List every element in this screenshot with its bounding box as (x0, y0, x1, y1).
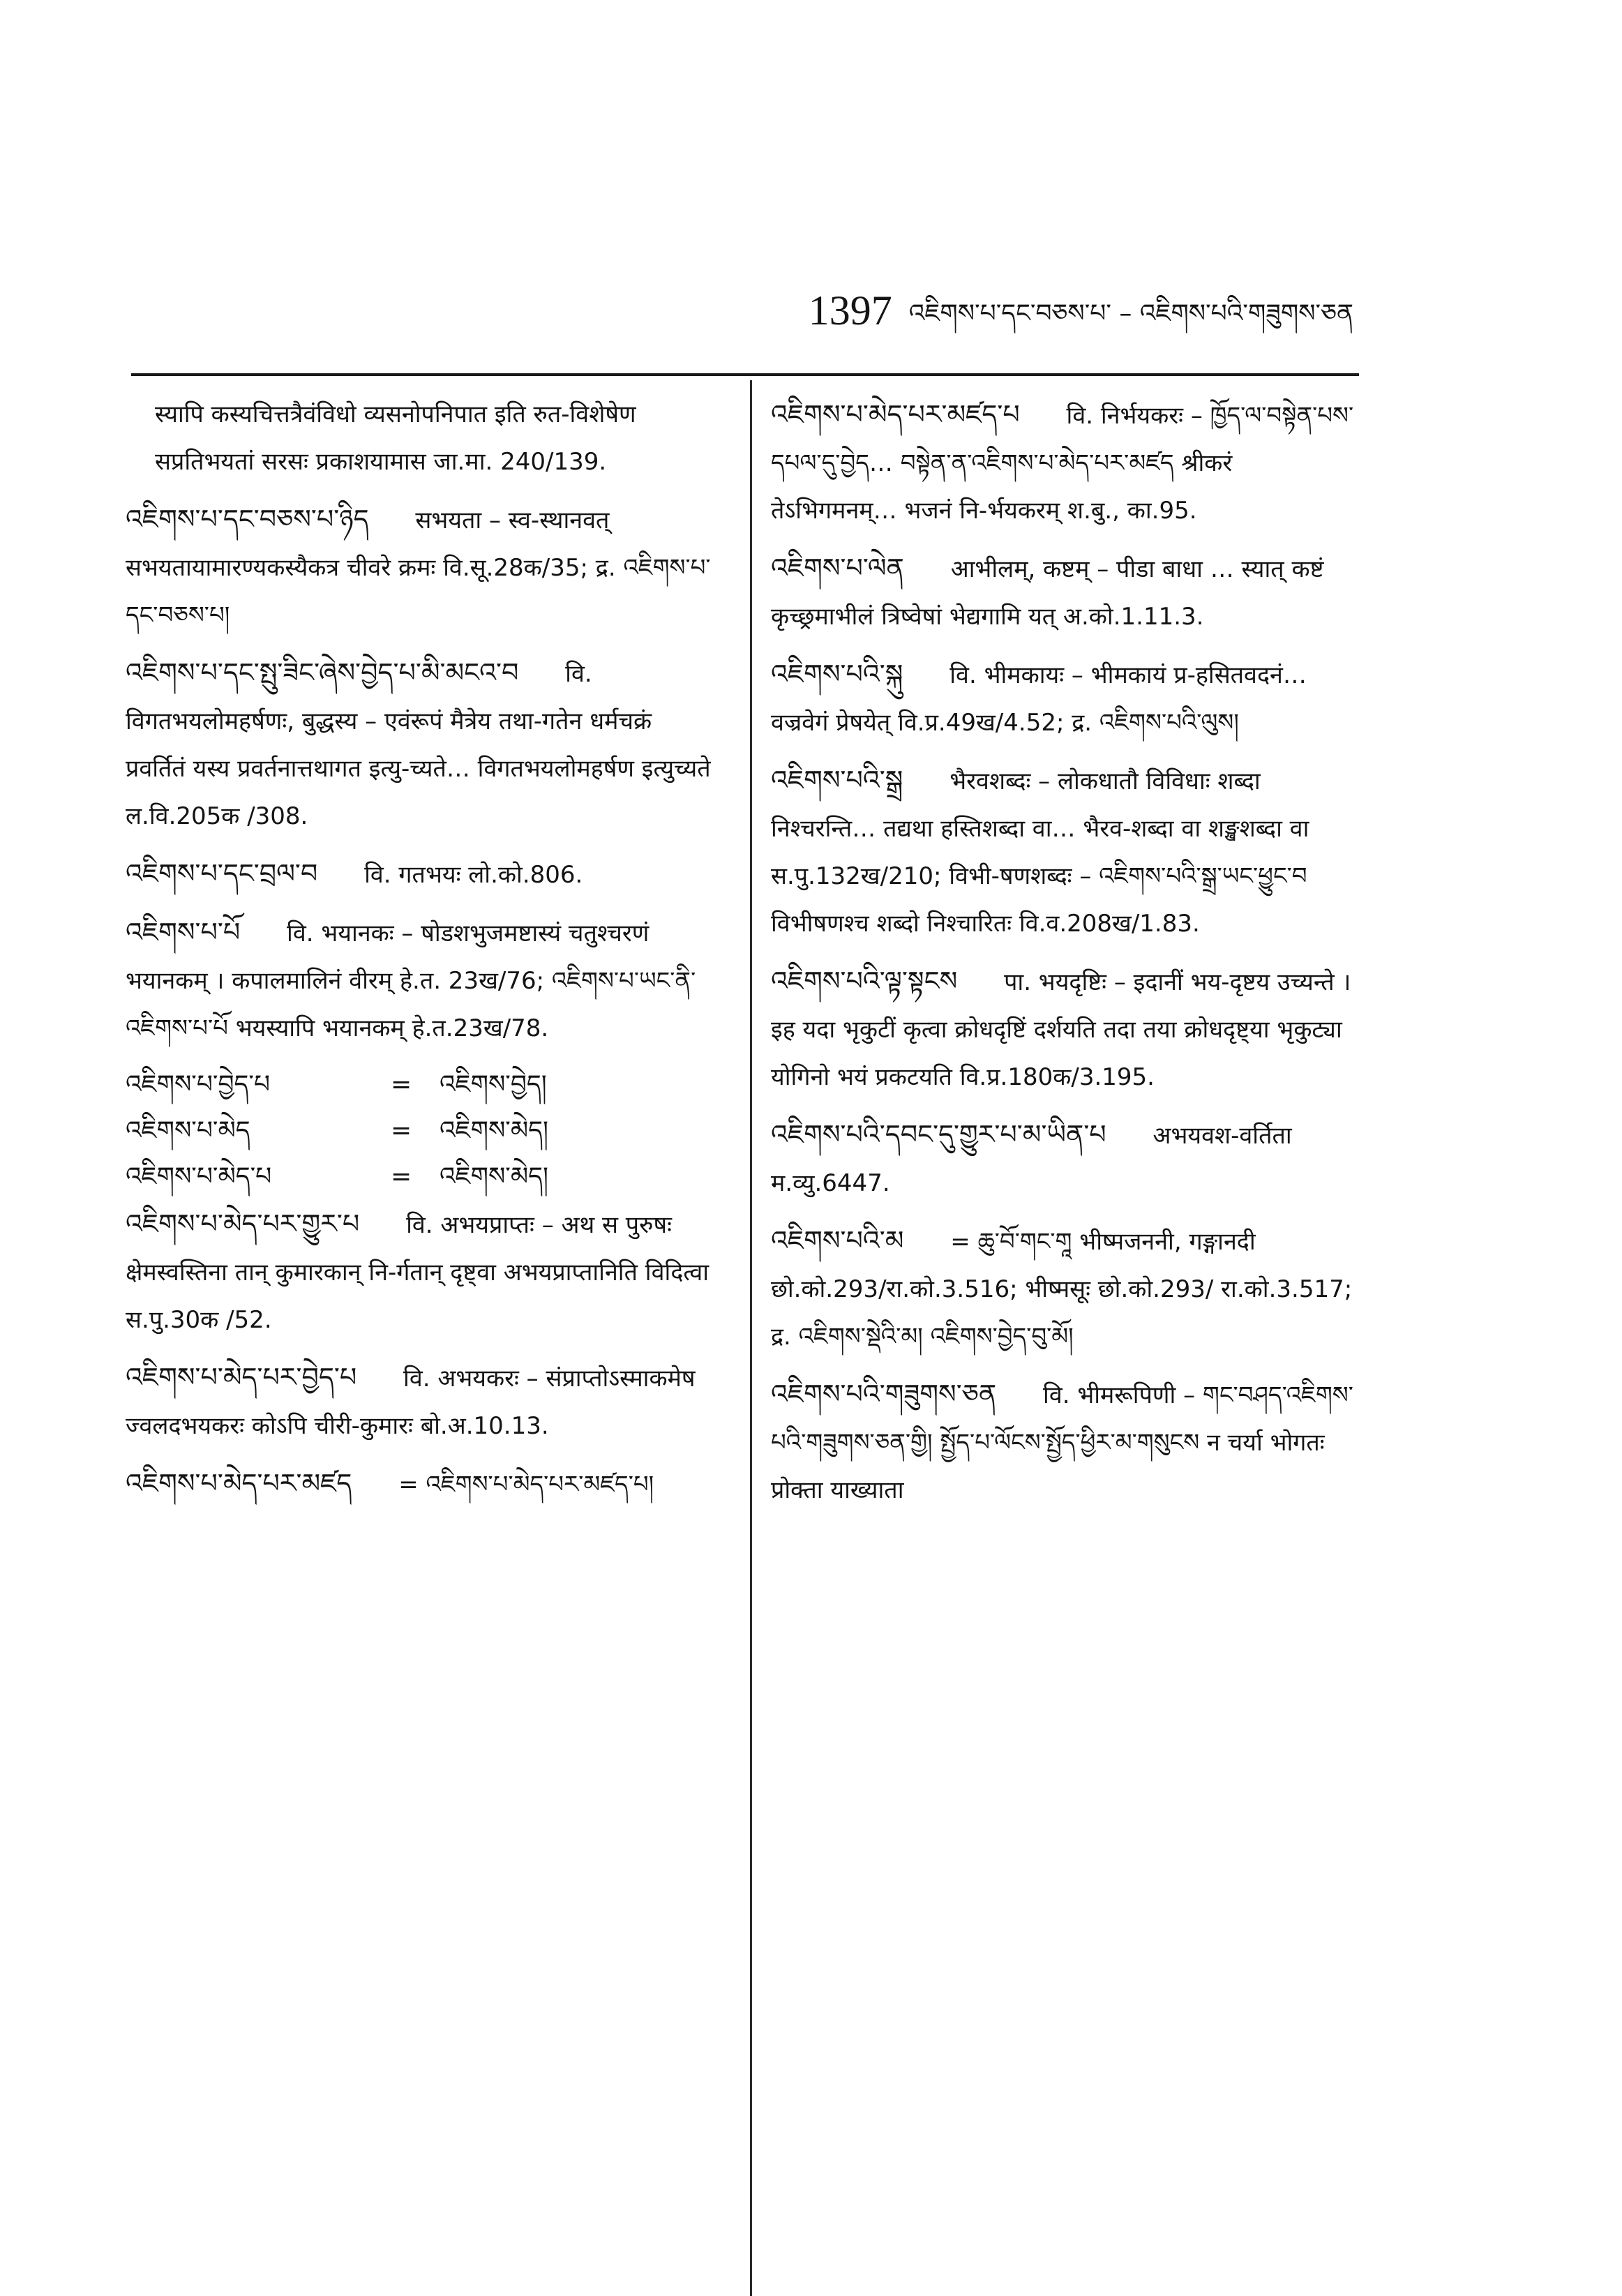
dictionary-entry (126, 1353, 719, 1450)
xref-target: འཇིགས་མེད། (440, 1116, 548, 1145)
dictionary-entry (126, 495, 719, 639)
entry-definition: वि. भयानकः – षोडशभुजमष्टास्यं चतुश्चरणं भयानकम् । कपालमालिनं वीरम् हे.त. 23ख/76; འཇིགས་པ་ཡང་ནི་འཇིགས་པ་པོ भयस्यापि भयानकम् हे.त.23ख/78. (126, 920, 696, 1042)
xref-entry (126, 1108, 719, 1154)
xref-headword: འཇིགས་པ་བྱེད་པ (126, 1070, 271, 1099)
xref-target: འཇིགས་བྱེད། (440, 1070, 547, 1099)
xref-entry (126, 1062, 719, 1108)
entry-definition: पा. भयदृष्टिः – इदानीं भय-दृष्टय उच्यन्ते । इह यदा भृकुटीं कृत्वा क्रोधदृष्टिं दर्शयति तदा तया क्रोधदृष्ट्या भृकुट्या योगिनो भयं प्रकटयति वि.प्र.180क/3.195. (771, 968, 1351, 1091)
entry-definition: वि. निर्भयकरः – ཁྱོད་ལ་བསྟེན་པས་དཔལ་དུ་བྱེད… བསྟེན་ན་འཇིགས་པ་མེད་པར་མཛད श्रीकरं तेऽभिगमनम्… भजनं नि-र्भयकरम् श.बु., का.95. (771, 402, 1354, 525)
dictionary-entry (771, 1370, 1364, 1514)
entry-headword: འཇིགས་པ་དང་སྤུ་ཟིང་ཞེས་བྱེད་པ་མི་མངའ་བ (126, 657, 519, 688)
entry-definition: भैरवशब्दः – लोकधातौ विविधाः शब्दा निश्चरन्ति… तद्यथा हस्तिशब्दा वा… भैरव-शब्दा वा शङ्खशब्दा वा स.पु.132ख/210; विभी-षणशब्दः – འཇིགས་པའི་སྒྲ་ཡང་ཕྱུང་བ विभीषणश्च शब्दो निश्चारितः वि.व.208ख/1.83. (771, 767, 1309, 938)
dictionary-entry (771, 1217, 1364, 1360)
page-header (809, 276, 1353, 331)
xref-entry (126, 1154, 719, 1200)
xref-equals: = (391, 1070, 412, 1099)
entry-definition: सभयता – स्व-स्थानवत् सभयतायामारण्यकस्यैकत्र चीवरे क्रमः वि.सू.28क/35; द्र. འཇིགས་པ་དང་བཅས་པ། (126, 507, 711, 629)
entry-definition: वि. अभयप्राप्तः – अथ स पुरुषः क्षेमस्वस्तिना तान् कुमारकान् नि-र्गतान् दृष्ट्वा अभयप्राप्तानिति विदित्वा स.पु.30क /52. (126, 1211, 709, 1334)
dictionary-entry (771, 1111, 1364, 1207)
dictionary-entry (771, 756, 1364, 947)
continuation-text: स्यापि कस्यचित्तत्रैवंविधो व्यसनोपनिपात इति रुत-विशेषेण सप्रतिभयतां सरसः प्रकाशयामास जा.मा. 240/139. (155, 400, 636, 476)
xref-headword: འཇིགས་པ་མེད (126, 1116, 250, 1145)
entry-definition: वि. भीमरूपिणी – གང་བཤད་འཇིགས་པའི་གཟུགས་ཅན་གྱི། སྤྱོད་པ་ལོངས་སྤྱོད་ཕྱིར་མ་གསུངས न चर्या भोगतः प्रोक्ता याख्याता (771, 1381, 1353, 1504)
entry-definition: वि. विगतभयलोमहर्षणः, बुद्धस्य – एवंरूपं मैत्रेय तथा-गतेन धर्मचक्रं प्रवर्तितं यस्य प्रवर्तनात्तथागत इत्यु-च्यते… विगतभयलोमहर्षण इत्युच्यते ल.वि.205क /308. (126, 660, 711, 830)
dictionary-entry (126, 1200, 719, 1344)
entry-headword: འཇིགས་པའི་མ (771, 1225, 904, 1256)
xref-target: འཇིགས་མེད། (440, 1162, 548, 1191)
entry-headword: འཇིགས་པའི་གཟུགས་ཅན (771, 1379, 997, 1409)
left-column (126, 391, 719, 1518)
entry-headword: འཇིགས་པ་ལེན (771, 553, 904, 583)
entry-headword: འཇིགས་པ་མེད་པར་མཛད་པ (771, 399, 1020, 430)
entry-headword: འཇིགས་པའི་ལྟ་སྟངས (771, 966, 958, 996)
entry-headword: འཇིགས་པ་དང་བྲལ་བ (126, 858, 318, 889)
entry-headword: འཇིགས་པའི་སྒྲ (771, 765, 903, 795)
right-column (771, 391, 1364, 1524)
dictionary-entry (771, 544, 1364, 640)
entry-headword: འཇིགས་པ་མེད་པར་གྱུར་པ (126, 1208, 360, 1239)
entry-definition: वि. भीमकायः – भीमकायं प्र-हसितवदनं… वज्रवेगं प्रेषयेत् वि.प्र.49ख/4.52; द्र. འཇིགས་པའི་ལུས། (771, 661, 1307, 737)
entry-definition: वि. गतभयः लो.को.806. (364, 861, 583, 889)
entry-headword: འཇིགས་པ་དང་བཅས་པ་ཉིད (126, 504, 369, 534)
dictionary-entry (771, 957, 1364, 1101)
dictionary-entry (771, 391, 1364, 534)
dictionary-entry (126, 1460, 719, 1508)
xref-equals: = (391, 1116, 412, 1145)
entry-headword: འཇིགས་པ་མེད་པར་བྱེད་པ (126, 1362, 357, 1393)
dictionary-entry (126, 850, 719, 899)
running-head: འཇིགས་པ་དང་བཅས་པ་ – འཇིགས་པའི་གཟུགས་ཅན (908, 299, 1353, 328)
entry-headword: འཇིགས་པ་མེད་པར་མཛད (126, 1468, 352, 1499)
header-rule (131, 373, 1359, 376)
entry-headword: འཇིགས་པའི་དབང་དུ་གྱུར་པ་མ་ཡིན་པ (771, 1119, 1106, 1150)
dictionary-entry (126, 908, 719, 1052)
entry-headword: འཇིགས་པ་པོ (126, 917, 241, 947)
entry-definition: = འཇིགས་པ་མེད་པར་མཛད་པ། (398, 1471, 654, 1499)
dictionary-entry (771, 650, 1364, 746)
entry-definition: अभयवश-वर्तिता म.व्यु.6447. (771, 1122, 1292, 1197)
xref-equals: = (391, 1162, 412, 1191)
entry-definition: = ཆུ་བོ་གང་གཱ भीष्मजननी, गङ्गानदी छो.को.293/रा.को.3.516; भीष्मसूः छो.को.293/ रा.को.3.517; द्र. འཇིགས་སྡེའི་མ། འཇིགས་བྱེད་བུ་མོ། (771, 1228, 1353, 1351)
page-number: 1397 (808, 287, 892, 333)
column-divider (750, 380, 752, 2296)
entry-definition: वि. अभयकरः – संप्राप्तोऽस्माकमेष ज्वलदभयकरः कोऽपि चीरी-कुमारः बो.अ.10.13. (126, 1365, 696, 1440)
entry-headword: འཇིགས་པའི་སྐུ (771, 659, 903, 689)
xref-headword: འཇིགས་པ་མེད་པ (126, 1162, 272, 1191)
entry-definition: आभीलम्, कष्टम् – पीडा बाधा … स्यात् कष्टं कृच्छ्रमाभीलं त्रिष्वेषां भेद्यगामि यत् अ.को.1.11.3. (771, 555, 1324, 631)
dictionary-entry (126, 649, 719, 840)
